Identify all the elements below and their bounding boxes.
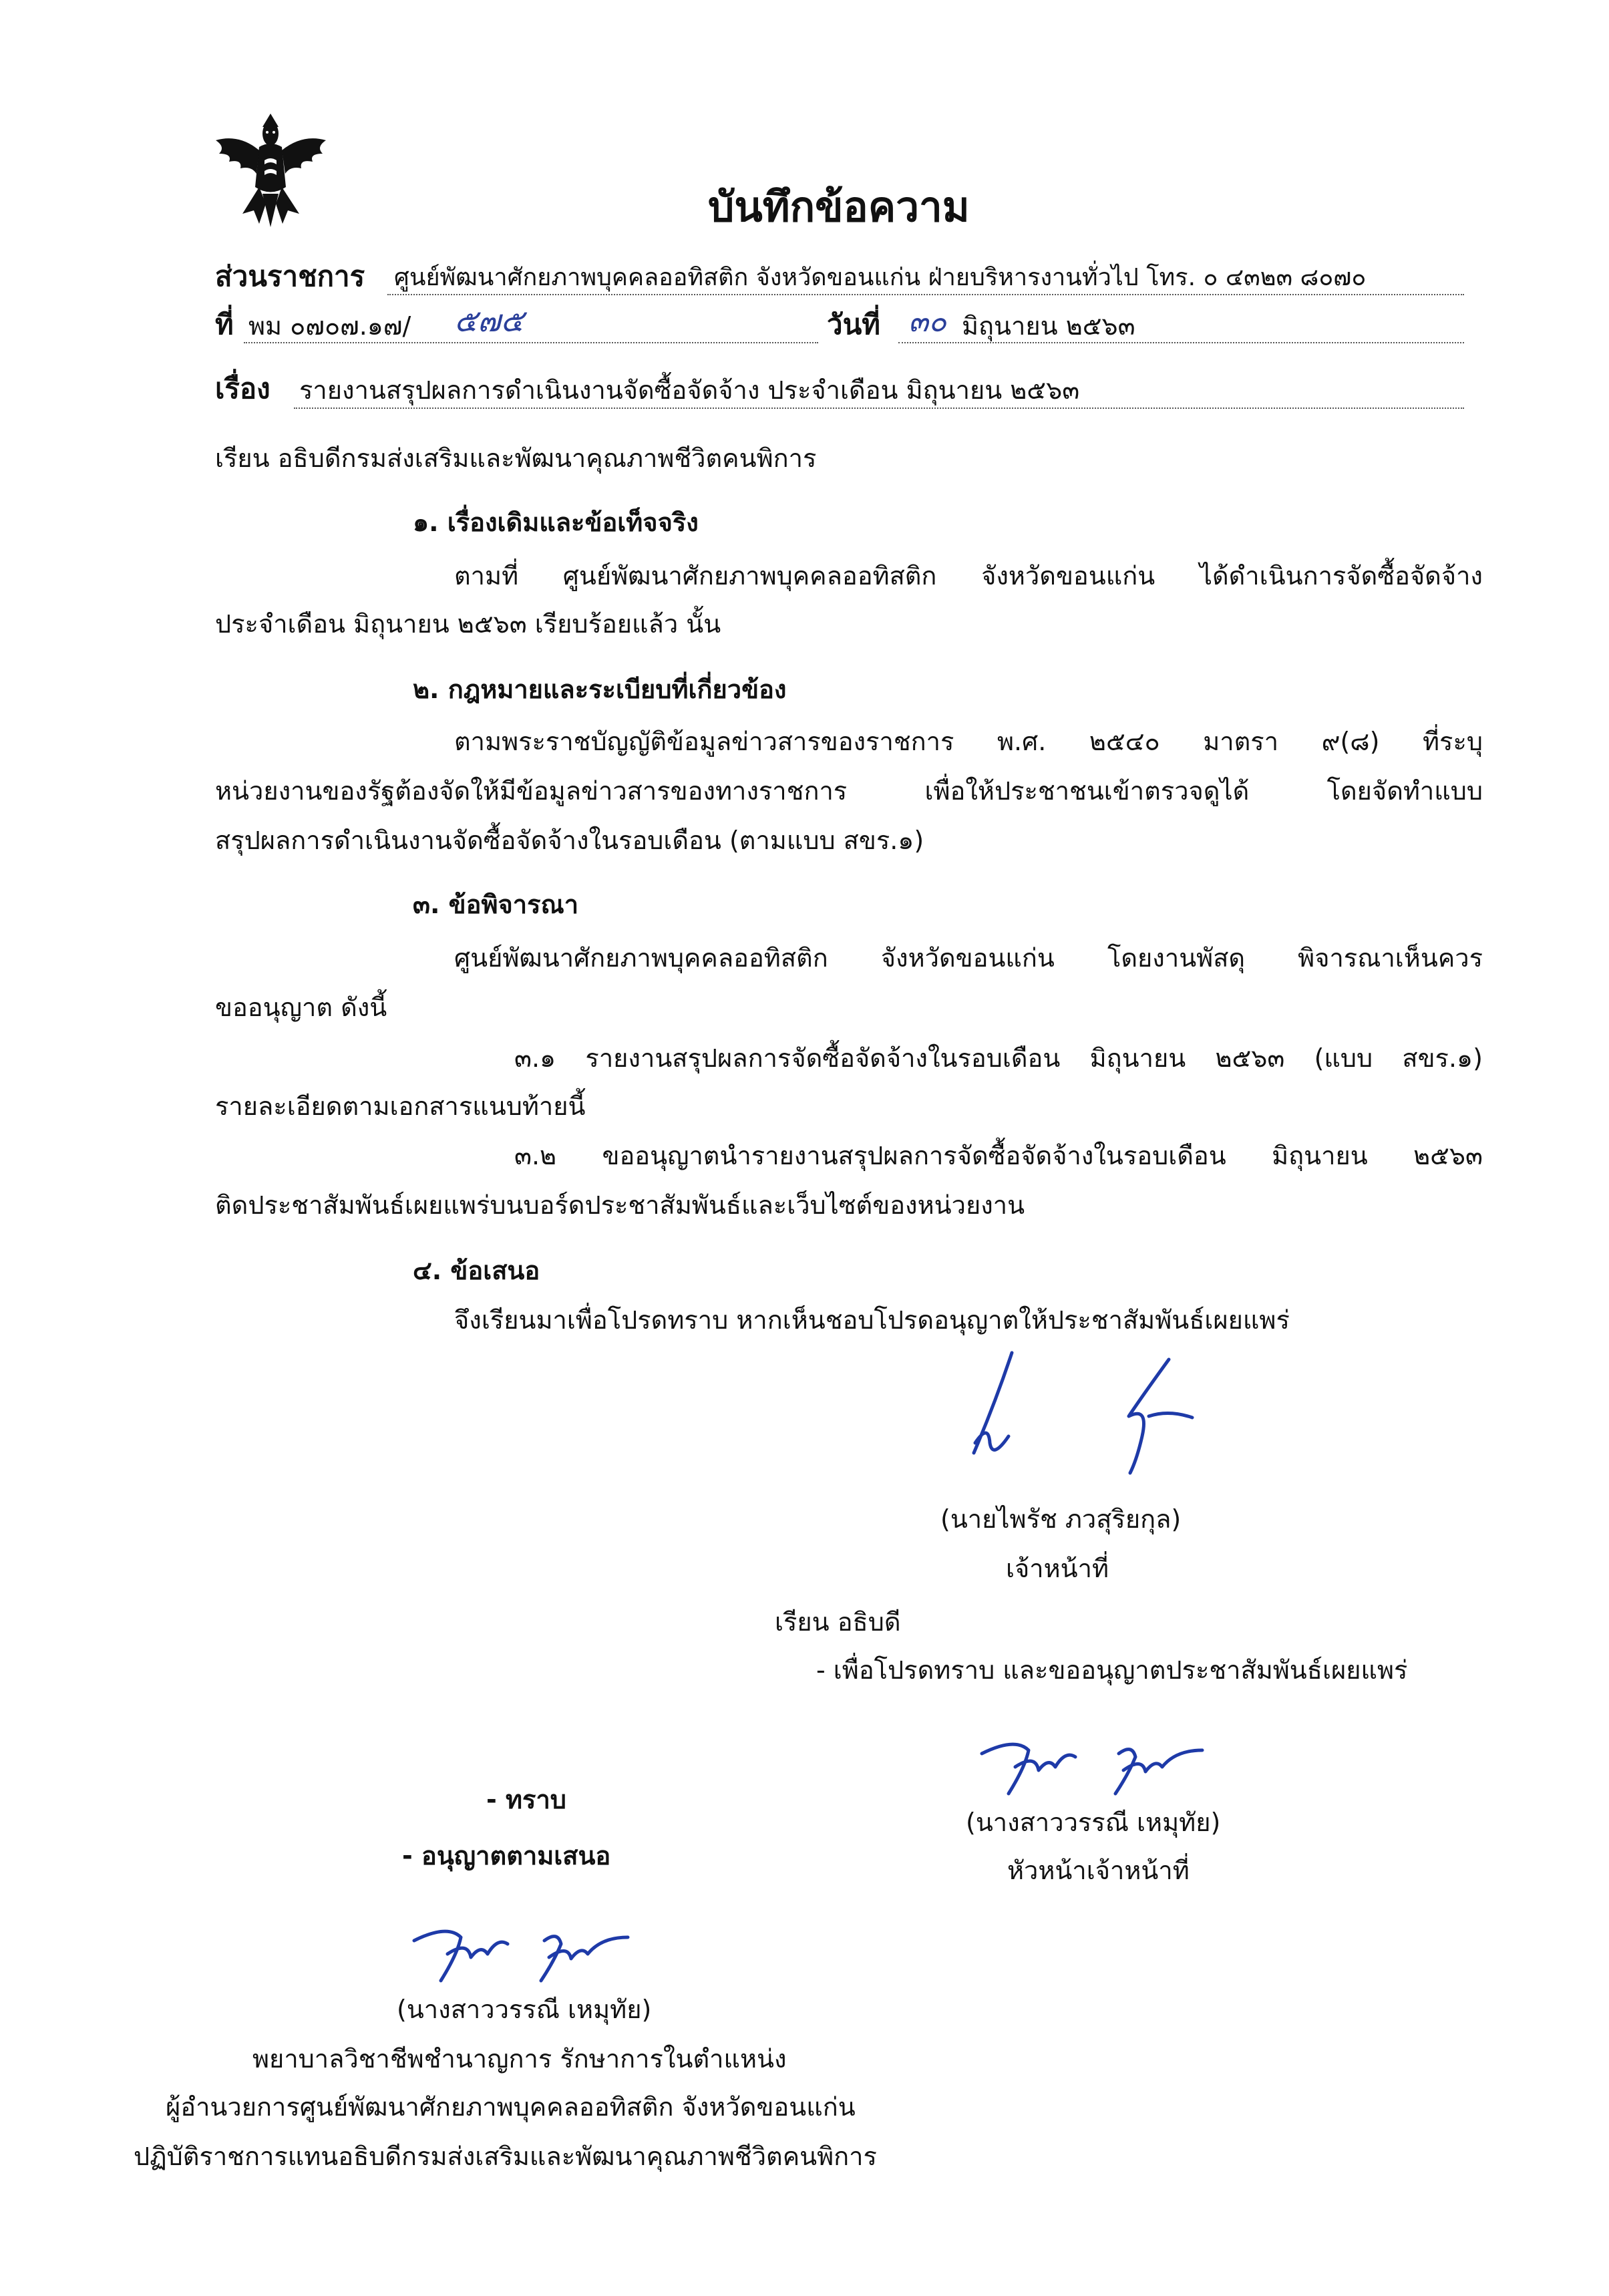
section-1-line-1: ตามที่ ศูนย์พัฒนาศักยภาพบุคคลออทิสติก จังหวัดขอนแก่น ได้ดำเนินการจัดซื้อจัดจ้าง — [454, 561, 1483, 591]
ref-handwritten: ๕๗๕ — [454, 303, 524, 339]
section-1-line-2: ประจำเดือน มิถุนายน ๒๕๖๓ เรียบร้อยแล้ว นั้น — [215, 609, 721, 639]
date-label: วันที่ — [827, 308, 880, 341]
garuda-emblem-icon — [212, 114, 329, 230]
director-signature — [407, 1917, 648, 1997]
date-handwritten: ๓๐ — [908, 305, 946, 339]
section-4-line-1: จึงเรียนมาเพื่อโปรดทราบ หากเห็นชอบโปรดอนุญาตให้ประชาสัมพันธ์เผยแพร่ — [454, 1305, 1290, 1335]
head-name: (นางสาววรรณี เหมุทัย) — [966, 1808, 1221, 1837]
head-title: หัวหน้าเจ้าหน้าที่ — [1007, 1856, 1190, 1885]
director-title-1: พยาบาลวิชาชีพชำนาญการ รักษาการในตำแหน่ง — [252, 2044, 787, 2074]
ref-label: ที่ — [215, 308, 234, 341]
section-3-1-line-1: ๓.๑ รายงานสรุปผลการจัดซื้อจัดจ้างในรอบเดือน มิถุนายน ๒๕๖๓ (แบบ สขร.๑) — [514, 1043, 1483, 1073]
director-name: (นางสาววรรณี เหมุทัย) — [397, 1995, 652, 2024]
section-3-heading: ๓. ข้อพิจารณา — [413, 890, 579, 919]
section-3-line-2: ขออนุญาต ดังนี้ — [215, 993, 387, 1022]
agency-label: ส่วนราชการ — [215, 260, 365, 293]
date-value: มิถุนายน ๒๕๖๓ — [962, 311, 1135, 341]
decision-approved: - อนุญาตตามเสนอ — [402, 1841, 611, 1870]
head-signature — [975, 1730, 1222, 1810]
ref-dotted-line — [244, 342, 818, 343]
section-2-heading: ๒. กฎหมายและระเบียบที่เกี่ยวข้อง — [413, 675, 787, 704]
memo-to: เรียน อธิบดี — [775, 1607, 901, 1637]
section-1-heading: ๑. เรื่องเดิมและข้อเท็จจริง — [413, 508, 699, 537]
director-title-3: ปฏิบัติราชการแทนอธิบดีกรมส่งเสริมและพัฒนาคุณภาพชีวิตคนพิการ — [134, 2142, 877, 2171]
section-3-line-1: ศูนย์พัฒนาศักยภาพบุคคลออทิสติก จังหวัดขอนแก่น โดยงานพัสดุ พิจารณาเห็นควร — [454, 943, 1483, 973]
director-title-2: ผู้อำนวยการศูนย์พัฒนาศักยภาพบุคคลออทิสติก จังหวัดขอนแก่น — [166, 2092, 856, 2122]
section-3-2-line-2: ติดประชาสัมพันธ์เผยแพร่บนบอร์ดประชาสัมพันธ์และเว็บไซต์ของหน่วยงาน — [215, 1190, 1025, 1220]
officer-title: เจ้าหน้าที่ — [1006, 1554, 1109, 1583]
salutation: เรียน อธิบดีกรมส่งเสริมและพัฒนาคุณภาพชีวิตคนพิการ — [215, 444, 817, 473]
section-2-line-3: สรุปผลการดำเนินงานจัดซื้อจัดจ้างในรอบเดือน (ตามแบบ สขร.๑) — [215, 826, 924, 855]
subject-label: เรื่อง — [215, 372, 271, 405]
officer-name: (นายไพรัช ภวสุริยกุล) — [940, 1504, 1182, 1534]
section-3-2-line-1: ๓.๒ ขออนุญาตนำรายงานสรุปผลการจัดซื้อจัดจ้างในรอบเดือน มิถุนายน ๒๕๖๓ — [514, 1141, 1483, 1170]
section-4-heading: ๔. ข้อเสนอ — [413, 1256, 540, 1285]
officer-signature — [948, 1343, 1229, 1476]
memo-purpose: - เพื่อโปรดทราบ และขออนุญาตประชาสัมพันธ์เผยแพร่ — [816, 1655, 1408, 1685]
subject-value: รายงานสรุปผลการดำเนินงานจัดซื้อจัดจ้าง ประจำเดือน มิถุนายน ๒๕๖๓ — [299, 375, 1080, 405]
decision-acknowledged: - ทราบ — [486, 1785, 566, 1814]
agency-value: ศูนย์พัฒนาศักยภาพบุคคลออทิสติก จังหวัดขอนแก่น ฝ่ายบริหารงานทั่วไป โทร. ๐ ๔๓๒๓ ๘๐๗๐ — [394, 264, 1367, 291]
section-2-line-2: หน่วยงานของรัฐต้องจัดให้มีข้อมูลข่าวสารของทางราชการ เพื่อให้ประชาชนเข้าตรวจดูได้ โดยจัดทำแบบ — [215, 776, 1483, 806]
agency-dotted-line — [387, 294, 1464, 295]
section-3-1-line-2: รายละเอียดตามเอกสารแนบท้ายนี้ — [215, 1092, 586, 1121]
date-dotted-line — [898, 342, 1464, 343]
ref-value: พม ๐๗๐๗.๑๗/ — [248, 311, 411, 341]
page-title: บันทึกข้อความ — [708, 182, 970, 231]
subject-dotted-line — [294, 407, 1464, 409]
section-2-line-1: ตามพระราชบัญญัติข้อมูลข่าวสารของราชการ พ.ศ. ๒๕๔๐ มาตรา ๙(๘) ที่ระบุ — [454, 727, 1483, 756]
